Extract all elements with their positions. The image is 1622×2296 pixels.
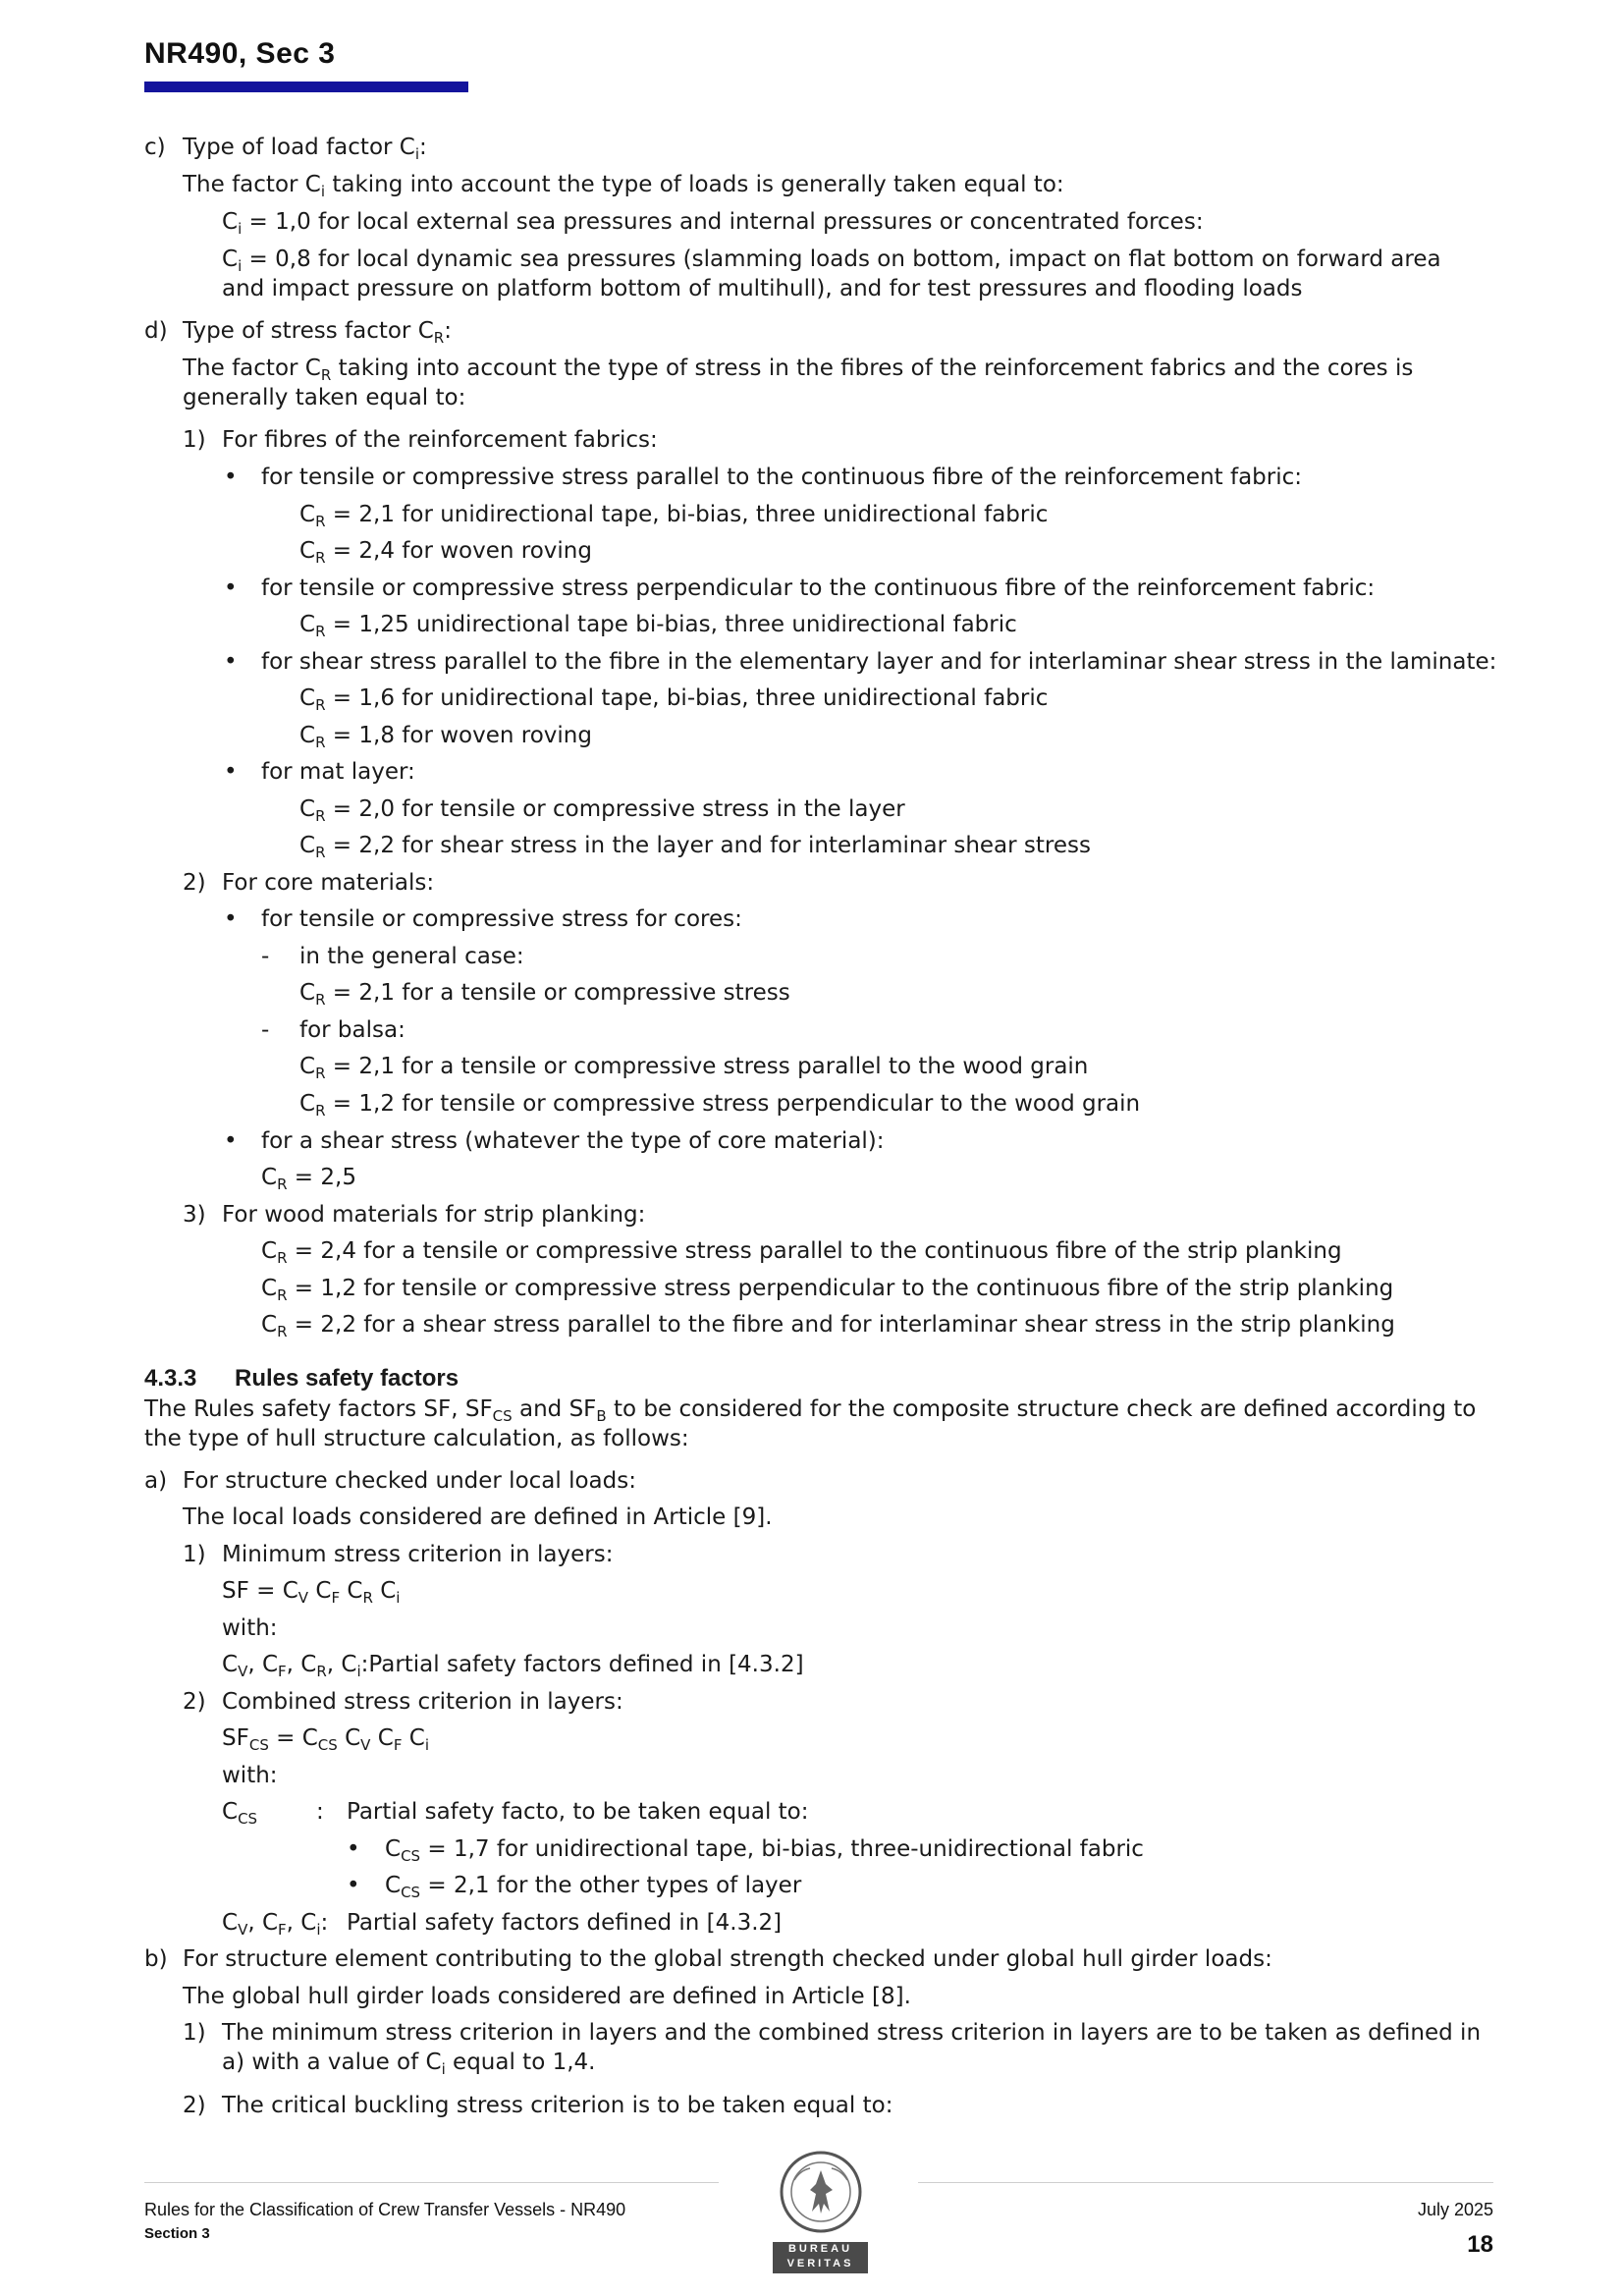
item-a-title: For structure checked under local loads: [183, 1468, 636, 1494]
item-label-a: a) [144, 1468, 168, 1494]
footer-document-title: Rules for the Classification of Crew Transfer Vessels - NR490 [144, 2200, 626, 2219]
item-d1-bullet-3-value-2: $C_R = 1,8$ for woven roving [299, 723, 592, 751]
item-d3-value-1: $C_R = 2,4$ for a tensile or compressive stress parallel to the continuous fibre of the strip planking [261, 1238, 1342, 1267]
section-intro: The Rules safety factors SF, $SF_{CS}$ and $SF_B$ to be considered for the composite structure check are defined according to the type of hull structure calculation, as follows: [144, 1396, 1477, 1451]
item-a-intro: The local loads considered are defined in Article [9]. [183, 1504, 773, 1530]
symbol-partial-factors: $C_V$, $C_F$, $C_i$: [222, 1910, 329, 1939]
bullet-icon: • [224, 649, 238, 675]
item-a2-ccs-description: Partial safety facto, to be taken equal to: [347, 1799, 809, 1825]
item-d1-bullet-4: for mat layer: [261, 759, 415, 785]
item-label-b2: 2) [183, 2093, 206, 2118]
section-number: 4.3.3 [144, 1365, 197, 1392]
formula-sfcs: $SF_{CS} = C_{CS}$ $C_V$ $C_F$ $C_i$ [222, 1725, 429, 1754]
footer-rule-left [144, 2182, 719, 2183]
bullet-icon: • [224, 1128, 238, 1154]
item-d2-bullet-2: for a shear stress (whatever the type of core material): [261, 1128, 885, 1154]
logo-word-top: BUREAU [787, 2243, 853, 2255]
item-d-intro: The factor $C_R$ taking into account the type of stress in the fibres of the reinforcement fabrics and the cores is generally taken equal to: [183, 355, 1414, 410]
item-label-d2: 2) [183, 870, 206, 896]
item-b2-text: The critical buckling stress criterion is to be taken equal to: [222, 2093, 893, 2118]
bureau-veritas-wordmark [773, 2242, 868, 2273]
item-d1-bullet-2: for tensile or compressive stress perpendicular to the continuous fibre of the reinforcement fabric: [261, 575, 1376, 601]
bullet-icon: • [224, 906, 238, 932]
logo-word-bottom: VERITAS [786, 2258, 854, 2269]
definition-colon: : [316, 1799, 324, 1825]
item-a2-definition: Partial safety factors defined in [4.3.2] [347, 1910, 783, 1936]
item-label-b1: 1) [183, 2020, 206, 2046]
item-d3-value-3: $C_R = 2,2$ for a shear stress parallel to the fibre and for interlaminar shear stress in the strip planking [261, 1312, 1395, 1340]
item-d2-dash-2: for balsa: [299, 1017, 406, 1043]
item-d1-title: For fibres of the reinforcement fabrics: [222, 427, 658, 453]
bullet-icon: • [224, 575, 238, 601]
item-d2-dash-2-value-1: $C_R = 2,1$ for a tensile or compressive stress parallel to the wood grain [299, 1054, 1089, 1082]
item-d2-title: For core materials: [222, 870, 435, 896]
item-d-title: Type of stress factor $C_R$: [183, 318, 452, 347]
item-a1-title: Minimum stress criterion in layers: [222, 1542, 614, 1567]
item-d3-value-2: $C_R = 1,2$ for tensile or compressive stress perpendicular to the continuous fibre of the strip planking [261, 1276, 1394, 1304]
item-b1-text: The minimum stress criterion in layers and the combined stress criterion in layers are to be taken as defined in a) with a value of $C_i$ equal to 1,4. [222, 2020, 1482, 2078]
document-reference-title: NR490, Sec 3 [144, 37, 336, 70]
dash-icon: - [261, 944, 270, 969]
formula-sf: SF = $C_V$ $C_F$ $C_R$ $C_i$ [222, 1578, 401, 1607]
bullet-icon: • [224, 465, 238, 490]
footer-rule-right [918, 2182, 1493, 2183]
item-d1-bullet-1-value-2: $C_R = 2,4$ for woven roving [299, 538, 592, 567]
item-d2-dash-1: in the general case: [299, 944, 524, 969]
item-d2-bullet-2-value-1: $C_R = 2,5$ [261, 1165, 356, 1193]
item-d2-bullet-1: for tensile or compressive stress for cores: [261, 906, 742, 932]
item-d1-bullet-4-value-2: $C_R = 2,2$ for shear stress in the layer and for interlaminar shear stress [299, 833, 1091, 861]
bullet-icon: • [224, 759, 238, 785]
item-label-d1: 1) [183, 427, 206, 453]
footer-section: Section 3 [144, 2225, 210, 2242]
item-a2-ccs-value-2: $C_{CS} = 2,1$ for the other types of layer [385, 1873, 802, 1901]
item-c-value-1: $C_i = 1,0$ for local external sea pressures and internal pressures or concentrated forces: [222, 209, 1204, 238]
item-a2-ccs-value-1: $C_{CS} = 1,7$ for unidirectional tape, bi-bias, three-unidirectional fabric [385, 1836, 1144, 1865]
header-accent-bar [144, 82, 468, 92]
item-d1-bullet-3-value-1: $C_R = 1,6$ for unidirectional tape, bi-bias, three unidirectional fabric [299, 685, 1049, 714]
item-a1-with: with: [222, 1615, 278, 1641]
item-a2-title: Combined stress criterion in layers: [222, 1689, 623, 1715]
item-d1-bullet-2-value-1: $C_R = 1,25$ unidirectional tape bi-bias, three unidirectional fabric [299, 612, 1017, 640]
item-label-a1: 1) [183, 1542, 206, 1567]
item-c-intro: The factor $C_i$ taking into account the type of loads is generally taken equal to: [183, 172, 1064, 200]
item-label-d3: 3) [183, 1202, 206, 1228]
item-d1-bullet-1: for tensile or compressive stress parallel to the continuous fibre of the reinforcement fabric: [261, 465, 1303, 490]
item-label-a2: 2) [183, 1689, 206, 1715]
item-label-c: c) [144, 135, 166, 160]
section-heading: Rules safety factors [235, 1365, 460, 1392]
item-d1-bullet-1-value-1: $C_R = 2,1$ for unidirectional tape, bi-bias, three unidirectional fabric [299, 502, 1049, 530]
bullet-icon: • [347, 1836, 360, 1862]
item-d1-bullet-3: for shear stress parallel to the fibre in the elementary layer and for interlaminar shear stress in the laminate: [261, 649, 1497, 675]
bullet-icon: • [347, 1873, 360, 1898]
footer-date: July 2025 [1417, 2200, 1493, 2219]
item-label-b: b) [144, 1946, 168, 1972]
symbol-ccs: $C_{CS}$ [222, 1799, 258, 1828]
item-c-value-2: $C_i = 0,8$ for local dynamic sea pressures (slamming loads on bottom, impact on flat bottom on forward area and impact pressure on platform bottom of multihull), and for test pressures and flooding loads [222, 246, 1441, 301]
item-d3-title: For wood materials for strip planking: [222, 1202, 646, 1228]
page-number: 18 [1467, 2231, 1493, 2258]
item-b-intro: The global hull girder loads considered are defined in Article [8]. [183, 1984, 911, 2009]
item-d1-bullet-4-value-1: $C_R = 2,0$ for tensile or compressive stress in the layer [299, 796, 905, 825]
item-a2-with: with: [222, 1763, 278, 1788]
item-label-d: d) [144, 318, 168, 344]
item-b-title: For structure element contributing to the global strength checked under global hull girder loads: [183, 1946, 1272, 1972]
item-c-title: Type of load factor $C_i$: [183, 135, 427, 163]
item-d2-dash-2-value-2: $C_R = 1,2$ for tensile or compressive stress perpendicular to the wood grain [299, 1091, 1141, 1120]
dash-icon: - [261, 1017, 270, 1043]
item-d2-dash-1-value-1: $C_R = 2,1$ for a tensile or compressive stress [299, 980, 790, 1009]
item-a1-definition: $C_V$, $C_F$, $C_R$, $C_i:Partial$ safety factors defined in [4.3.2] [222, 1652, 804, 1680]
